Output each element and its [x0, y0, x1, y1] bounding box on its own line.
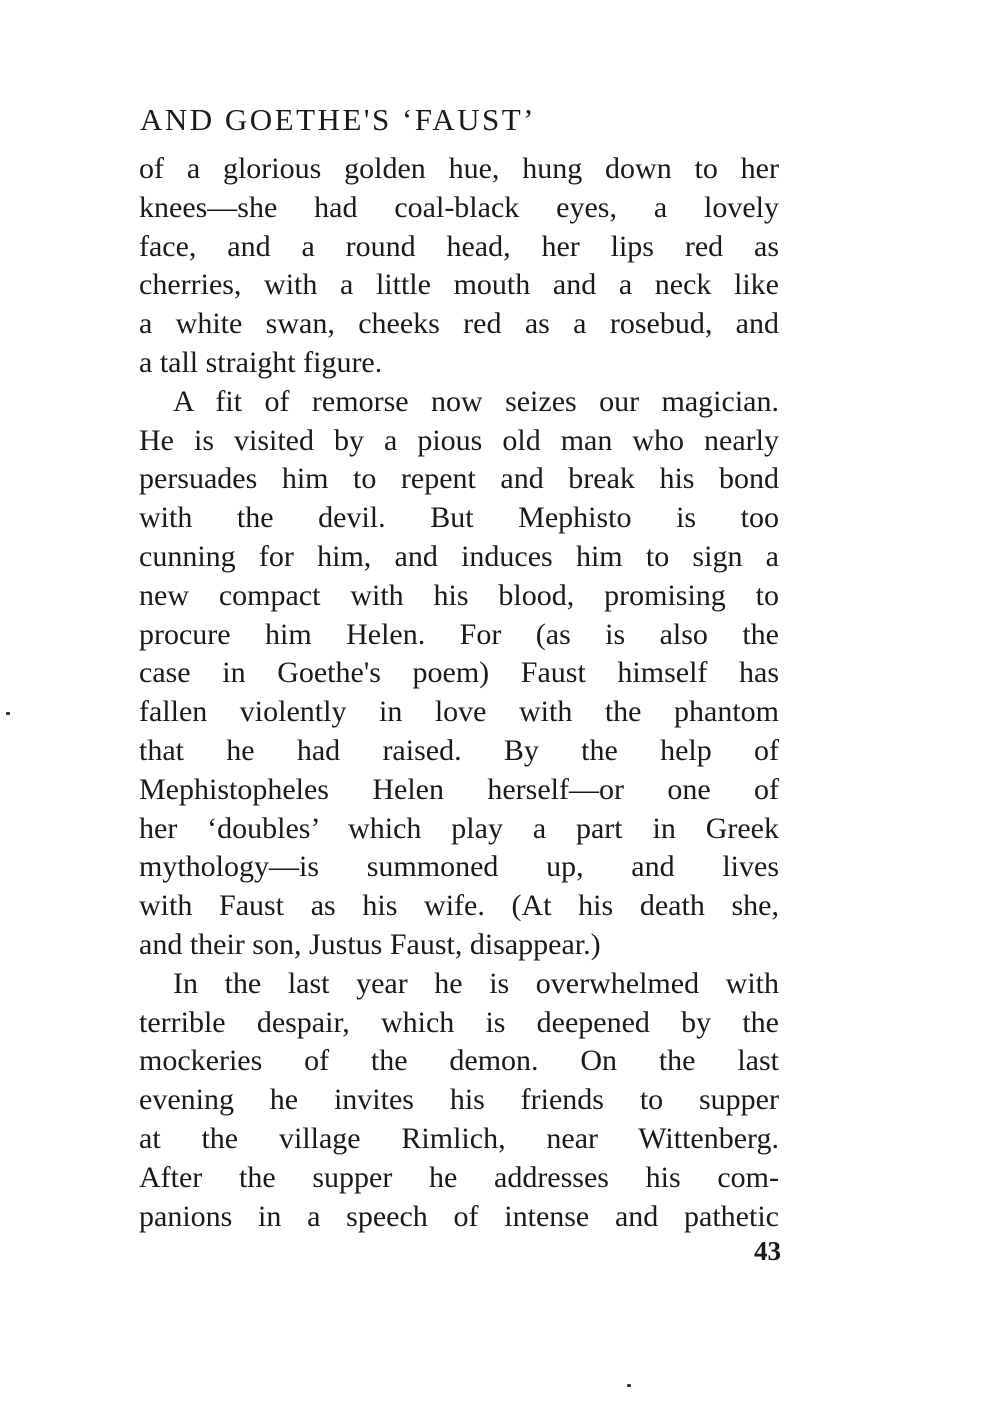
text-line: knees—she had coal-black eyes, a lovely [139, 190, 779, 224]
text-line: a white swan, cheeks red as a rosebud, and [139, 307, 779, 341]
text-line: mythology—is summoned up, and lives [139, 850, 779, 884]
text-line: with Faust as his wife. (At his death she, [139, 889, 779, 923]
text-line: mockeries of the demon. On the last [139, 1044, 779, 1078]
text-line: cunning for him, and induces him to sign a [139, 539, 779, 573]
text-line: that he had raised. By the help of [139, 733, 779, 767]
text-line: terrible despair, which is deepened by the [139, 1005, 779, 1039]
paragraph [139, 965, 779, 1237]
text-line: He is visited by a pious old man who nearly [139, 423, 779, 457]
body-text [139, 150, 779, 1236]
text-line: at the village Rimlich, near Wittenberg. [139, 1121, 779, 1155]
text-line: After the supper he addresses his com- [139, 1160, 779, 1194]
scan-speck [627, 1384, 631, 1387]
paragraph [139, 383, 779, 965]
text-line: procure him Helen. For (as is also the [139, 617, 779, 651]
text-line: case in Goethe's poem) Faust himself has [139, 656, 779, 690]
text-line: and their son, Justus Faust, disappear.) [139, 927, 601, 961]
text-line: new compact with his blood, promising to [139, 578, 779, 612]
text-line: persuades him to repent and break his bond [139, 462, 779, 496]
page-number: 43 [754, 1236, 781, 1266]
text-line: a tall straight figure. [139, 345, 383, 379]
text-line: her ‘doubles’ which play a part in Greek [139, 811, 779, 845]
text-line: In the last year he is overwhelmed with [173, 966, 779, 1000]
text-line: cherries, with a little mouth and a neck like [139, 268, 779, 302]
scan-speck [6, 712, 10, 715]
text-line: A fit of remorse now seizes our magician. [173, 384, 779, 418]
text-line: face, and a round head, her lips red as [139, 229, 779, 263]
text-line: evening he invites his friends to supper [139, 1083, 779, 1117]
text-line: panions in a speech of intense and pathetic [139, 1199, 779, 1233]
text-line: with the devil. But Mephisto is too [139, 501, 779, 535]
running-head: AND GOETHE'S ‘FAUST’ [140, 102, 536, 137]
paragraph [139, 150, 779, 383]
text-line: of a glorious golden hue, hung down to her [139, 152, 779, 185]
text-line: Mephistopheles Helen herself—or one of [139, 772, 779, 806]
text-line: fallen violently in love with the phantom [139, 695, 779, 729]
